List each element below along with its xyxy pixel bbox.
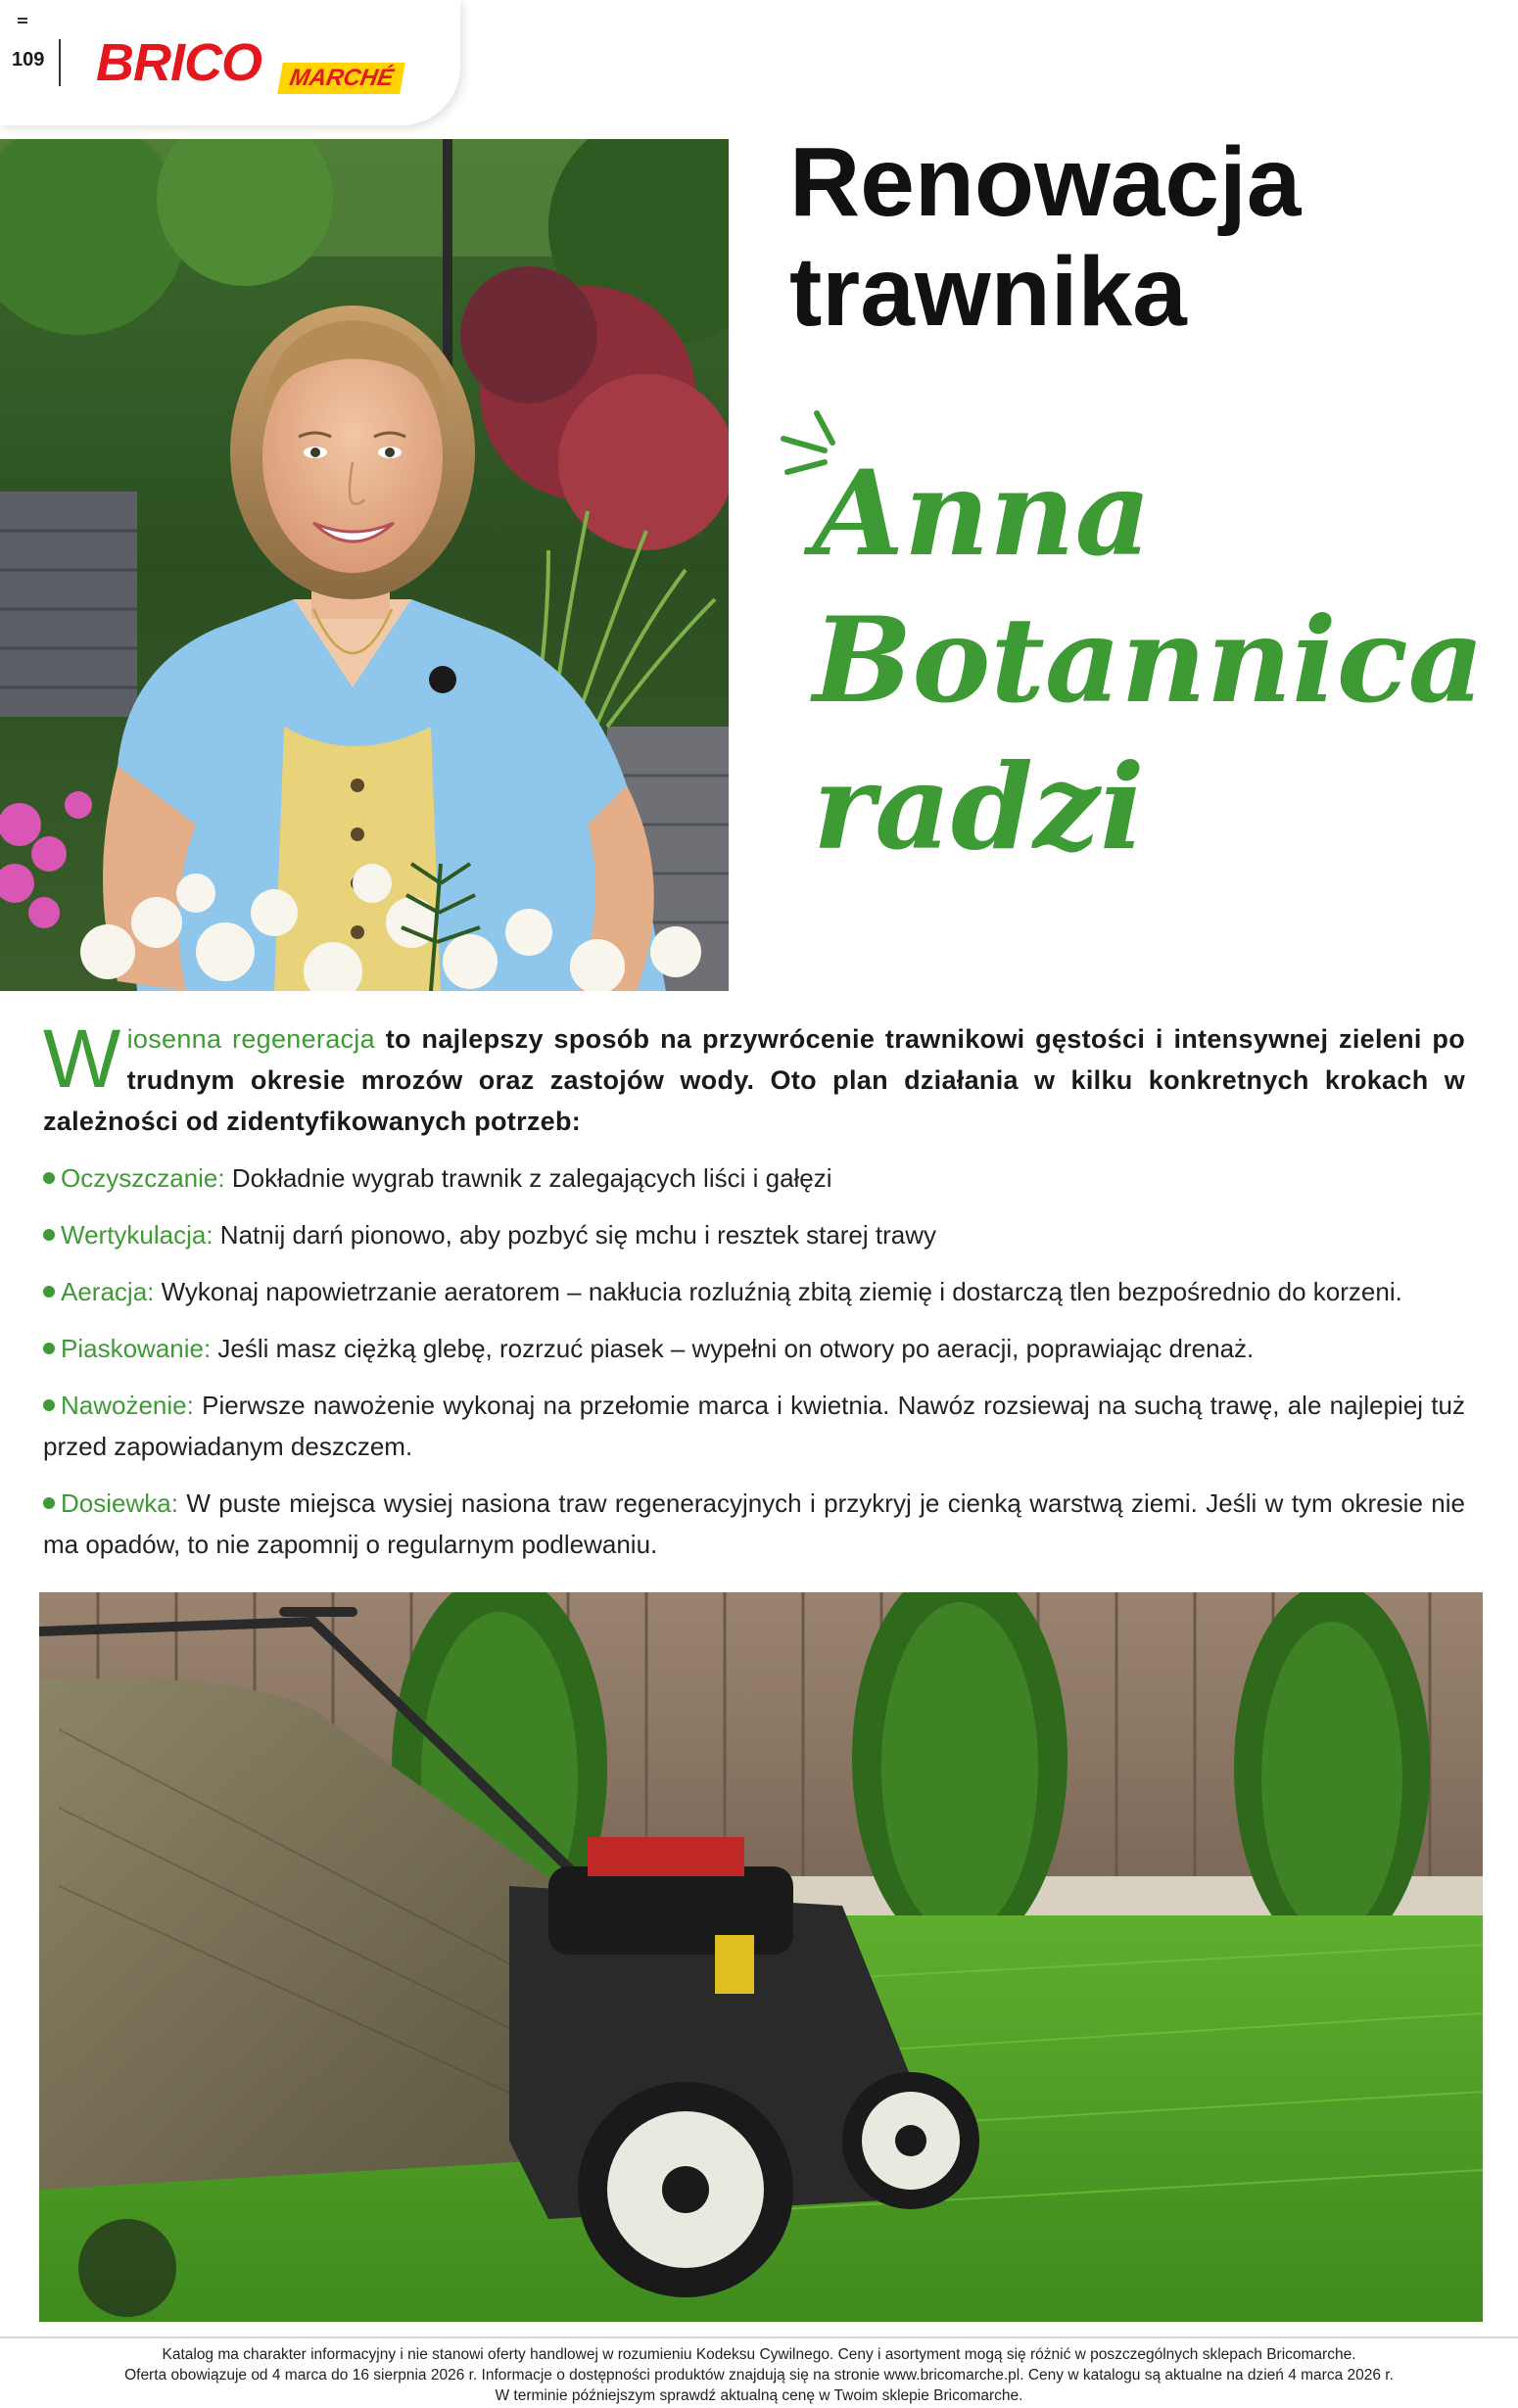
tip-text: Natnij darń pionowo, aby pozbyć się mchu i resztek starej trawy [213,1220,937,1250]
title-line: Renowacja [789,127,1302,237]
tip-item [43,1483,1465,1565]
footer-line: W terminie późniejszym sprawdź aktualną cenę w Twoim sklepie Bricomarche. [495,2387,1023,2404]
bullet-icon [43,1229,55,1241]
tip-text: Dokładnie wygrab trawnik z zalegających liści i gałęzi [224,1163,832,1193]
page-number: 109 [12,49,45,71]
page-title [789,127,1494,347]
subtitle-line: Botannica [813,591,1485,730]
subtitle-line: radzi [813,738,1145,876]
lead-text: to najlepszy sposób na przywrócenie trawnikowi gęstości i intensywnej zieleni po trudnym okresie mrozów oraz zastojów wody. Oto plan działania w kilku konkretnych krokach w zależności od zidentyfikowanych potrzeb: [43,1024,1466,1136]
bullet-icon [43,1399,55,1411]
tip-item [43,1157,1465,1199]
tip-name: Dosiewka: [61,1488,178,1518]
lawn-mower-illustration [39,1592,1483,2322]
subtitle-line: Anna [813,445,1152,583]
tip-text: W puste miejsca wysiej nasiona traw regeneracyjnych i przykryj je cienką warstwą ziemi. Jeśli w tym okresie nie ma opadów, to nie zapomnij o regularnym podlewaniu. [43,1488,1465,1559]
header-divider [59,39,61,86]
tip-item [43,1214,1465,1255]
tip-name: Aeracja: [61,1277,155,1306]
footer-line: Katalog ma charakter informacyjny i nie stanowi oferty handlowej w rozumieniu Kodeksu Cywilnego. Ceny i asortyment mogą się różnić w poszczególnych sklepach Bricomarche. [162,2346,1356,2363]
header [0,0,460,125]
bullet-icon [43,1286,55,1298]
tip-name: Nawożenie: [61,1391,194,1420]
bullet-icon [43,1343,55,1354]
tips-list [43,1157,1465,1565]
logo-brico-text: BRICO [96,33,261,92]
bullet-icon [43,1497,55,1509]
tip-name: Wertykulacja: [61,1220,213,1250]
tip-text: Wykonaj napowietrzanie aeratorem – nakłucia rozluźnią zbitą ziemię i dostarczą tlen bezpośrednio do korzeni. [154,1277,1402,1306]
menu-icon[interactable] [18,18,27,25]
tip-name: Oczyszczanie: [61,1163,225,1193]
gardener-illustration [0,139,729,991]
dropcap: W [43,1013,121,1105]
bricomarche-logo[interactable] [96,33,409,102]
gardener-photo [0,139,729,991]
article-body [43,1013,1466,1581]
tip-item [43,1385,1465,1467]
legal-footer [0,2344,1518,2406]
tip-text: Pierwsze nawożenie wykonaj na przełomie marca i kwietnia. Nawóz rozsiewaj na suchą trawę, ale najlepiej tuż przed zapowiadanym deszczem. [43,1391,1465,1461]
tip-item [43,1271,1465,1312]
tip-item [43,1328,1465,1369]
lead-highlight: iosenna regeneracja [126,1024,375,1054]
lead-paragraph [43,1013,1466,1142]
tip-name: Piaskowanie: [61,1334,212,1363]
lawn-mower-photo [39,1592,1483,2322]
footer-line: Oferta obowiązuje od 4 marca do 16 sierpnia 2026 r. Informacje o dostępności produktów znajdują się na stronie www.bricomarche.pl. Ceny w katalogu są aktualne na dzień 4 marca 2026 r. [124,2367,1394,2384]
expert-subtitle [813,441,1498,881]
tip-text: Jeśli masz ciężką glebę, rozrzuć piasek – wypełni on otwory po aeracji, poprawiając drenaż. [211,1334,1255,1363]
footer-divider [0,2337,1518,2338]
title-line: trawnika [789,237,1187,347]
logo-marche-text: MARCHÉ [277,63,405,94]
bullet-icon [43,1172,55,1184]
